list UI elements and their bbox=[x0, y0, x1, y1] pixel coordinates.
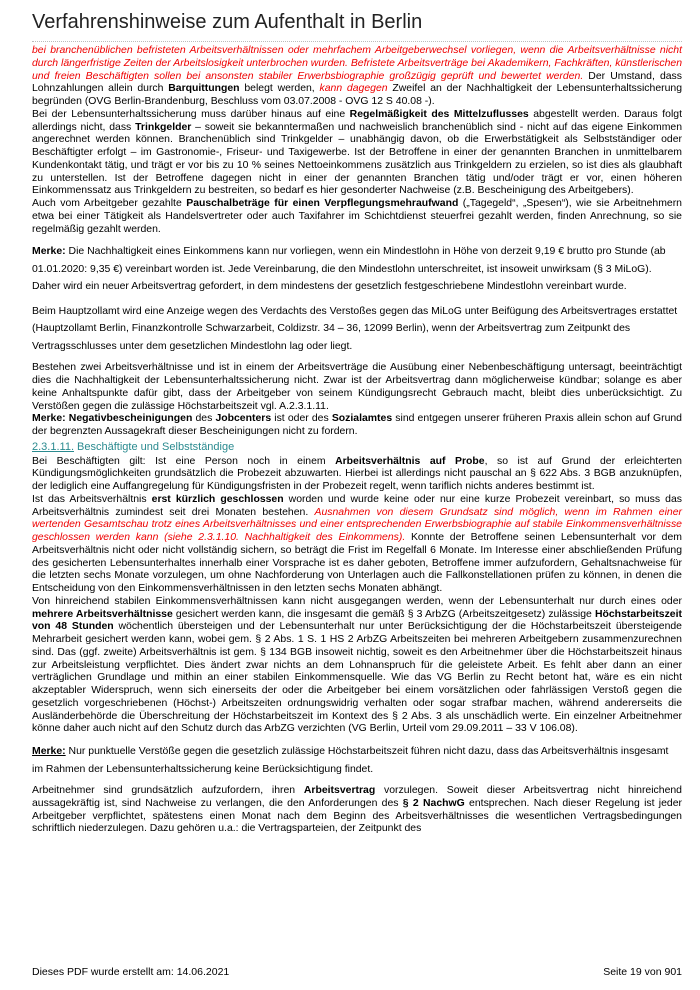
paragraph: Bestehen zwei Arbeitsverhältnisse und ist in einem der Arbeitsverträge die Ausübung einer Nebenbeschäftigung untersagt, beeinträchtigt dies die Nachhaltigkeit der Lebensunterhaltssicherung nicht. Zwar ist der Arbeitsvertrag dann möglicherweise kündbar; solange es aber keine Anhaltspunkte dafür gibt, dass der Arbeitgeber von seinem Kündigungsrecht Gebrauch macht, bleibt dies unberücksichtigt. Zu Verstößen gegen die zulässige Höchstarbeitszeit vgl. A.2.3.1.11. bbox=[32, 362, 682, 412]
text: gesichert werden kann, die insgesamt die gemäß § 3 ArbZG (Arbeitszeitgesetz) zulässige bbox=[172, 608, 595, 620]
bold-text: Höchstarbeitszeit von 48 Stunden bbox=[32, 608, 682, 633]
text: ist oder des bbox=[271, 413, 332, 425]
text: , so ist auf Grund der erleichterten Kündigungsmöglichkeiten grundsätzlich die Probezeit abzuwarten. Hierbei ist allerdings nicht pauschal an § 622 Abs. 3 BGB anzuknüpfen, der lediglich eine Auffangregelung für Kündigungsfristen in der Probezeit regelt, wenn tariflich nichts anderes bestimmt ist. bbox=[32, 455, 682, 492]
text: belegt werden, bbox=[239, 83, 320, 95]
bold-text: Arbeitsvertrag bbox=[303, 785, 376, 796]
section-number-link[interactable]: 2.3.1.11. bbox=[32, 440, 74, 453]
merke-label: Merke: bbox=[32, 413, 66, 425]
bold-text: Barquittungen bbox=[168, 83, 240, 95]
bold-text: erst kürzlich geschlossen bbox=[151, 493, 284, 505]
bold-text: mehrere Arbeitsverhältnisse bbox=[32, 608, 173, 620]
paragraph bbox=[32, 596, 682, 736]
paragraph bbox=[32, 198, 682, 236]
text: Nur punktuelle Verstöße gegen die gesetzlich zulässige Höchstarbeitszeit führen nicht dazu, dass das Arbeitsverhältnis insgesamt im Rahmen der Lebensunterhaltssicherung keine Berücksichtigung findet. bbox=[32, 746, 669, 775]
document-body bbox=[32, 45, 682, 836]
text: („Tagegeld“, „Spesen“), wie sie Arbeitnehmern etwa bei einer Tätigkeit als Handelsvertreter oder auch Taxifahrer im Schichtdienst steuerfrei gezahlt werden, finden Anrechnung, so sie regelmäßig gezahlt werden. bbox=[32, 198, 682, 235]
paragraph bbox=[32, 494, 682, 596]
text: – soweit sie bekanntermaßen und nachweislich branchenüblich sind - nicht auf das eigene Einkommen angerechnet werden können. Branchenüblich sind Trinkgelder – unabhängig davon, ob die Erwerbstätigkeit als Selbstständiger oder Beschäftigter erfolgt – im Gastronomie-, Friseur- und Taxigewerbe. Ist der Betroffene in einer der genannten Branchen in unmittelbarem Kundenkontakt tätig, und trägt er vor bis zu 10 % seines Nettoeinkommens zusätzlich aus Trinkgeldern zu erzielen, so ist dies als glaubhaft zu unterstellen. Ist der Betroffene dagegen nicht in einer der genannten Branchen tätig und/oder trägt er vor, einen höheren Einkommenssatz aus Trinkgeldern zu bestreiten, so bedarf es hier gesonderter Nachweise (z.B. Bescheinigung des Arbeitgebers). bbox=[32, 121, 682, 197]
red-text: Ausnahmen von diesem Grundsatz sind möglich, wenn im Rahmen einer wertenden Gesamtschau trotz eines Arbeitsverhältnisses und einer entsprechenden Erwerbsbiographie auf stabile Einkommensverhältnisse geschlossen werden kann (siehe 2.3.1.10. Nachhaltigkeit des Einkommens). bbox=[32, 506, 682, 543]
page-title: Verfahrenshinweise zum Aufenthalt in Berlin bbox=[32, 8, 682, 42]
bold-text: Arbeitsverhältnis auf Probe bbox=[335, 455, 485, 467]
bold-text: § 2 NachwG bbox=[402, 797, 465, 809]
merke-label: Merke: bbox=[32, 246, 66, 258]
red-text: bei branchenüblichen befristeten Arbeitsverhältnissen oder mehrfachem Arbeitgeberwechsel vorliegen, wenn die Arbeitsverhältnisse nicht durch längerfristige Zeiten der Arbeitslosigkeit unterbrochen wurden. Befristete Arbeitsverträge bei Akademikern, Fachkräften, künstlerischen und freien Beschäftigten sollen bei ansonsten stabiler Erwerbsbiographie großzügig geprüft und bewertet werden. bbox=[32, 45, 682, 82]
text: sind entgegen unserer früheren Praxis allein schon auf Grund der begrenzten Aussagekraft dieser Bescheinigungen nicht zu fordern. bbox=[32, 413, 682, 437]
text: Von hinreichend stabilen Einkommensverhältnissen kann nicht ausgegangen werden, wenn der Lebensunterhalt nur durch eines oder bbox=[32, 595, 682, 607]
text: Bei der Lebensunterhaltssicherung muss darüber hinaus auf eine bbox=[32, 108, 350, 120]
page-footer bbox=[32, 966, 682, 978]
text: vorzulegen. Soweit dieser Arbeitsvertrag nicht hinreichend aussagekräftig ist, sind Nachweise zu verlangen, die den Anforderungen des bbox=[32, 785, 682, 809]
bold-text: Jobcenters bbox=[215, 413, 272, 425]
text: des bbox=[192, 413, 216, 425]
text: Arbeitnehmer sind grundsätzlich aufzufordern, ihren bbox=[32, 785, 304, 796]
text: Konnte der Betroffene seinen Lebensunterhalt vor dem Arbeitsverhältnis nicht oder nicht vollständig sichern, so beträgt die Frist im Regelfall 6 Monate. Im Interesse einer abschließenden Prüfung des gesicherten Lebensunterhaltes innerhalb einer Vorsprache ist es daher geboten, Betroffene immer aufzufordern, Gehaltsnachweise für die letzten sechs Monate vorzulegen, um ohne Nachforderung von Unterlagen auch die Fallkonstellationen prüfen zu können, in denen die Entscheidung von den Einkommensverhältnissen in den letzten sechs Monaten abhängt. bbox=[32, 532, 682, 594]
bold-text: Trinkgelder bbox=[135, 121, 192, 133]
text: Auch vom Arbeitgeber gezahlte bbox=[32, 198, 187, 209]
bold-text: Negativbescheinigungen bbox=[68, 413, 193, 425]
bold-text: Regelmäßigkeit des Mittelzuflusses bbox=[349, 108, 529, 120]
paragraph: Beim Hauptzollamt wird eine Anzeige wegen des Verdachts des Verstoßes gegen das MiLoG unter Beifügung des Arbeitsvertrages erstattet (Hauptzollamt Berlin, Finanzkontrolle Schwarzarbeit, Coldizstr. 34 – 36, 12099 Berlin), wenn der Arbeitsvertrag zum Zeitpunkt des Vertragsschlusses unter dem gesetzlichen Mindestlohn lag oder liegt. bbox=[32, 305, 678, 352]
text: abgestellt werden. Daraus folgt allerdings nicht, dass bbox=[32, 108, 682, 133]
merke-note bbox=[32, 243, 682, 296]
text: Zweifel an der Nachhaltigkeit der Lebensunterhaltssicherung begründen (OVG Berlin-Brandenburg, Beschluss vom 03.07.2008 - OVG 12 S 40.08 -). bbox=[32, 83, 683, 107]
red-text: kann dagegen bbox=[319, 83, 388, 95]
text: worden und wurde keine oder nur eine kurze Probezeit vereinbart, so muss das Arbeitsverhältnis zumindest seit drei Monaten bestehen. bbox=[32, 493, 682, 518]
text: Der Umstand, dass Lohnzahlungen allein durch bbox=[32, 70, 682, 95]
paragraph bbox=[32, 456, 682, 494]
merke-label: Merke: bbox=[32, 746, 66, 757]
merke-note bbox=[32, 743, 682, 778]
paragraph bbox=[32, 109, 682, 198]
text: entsprechen. Nach dieser Regelung ist jeder Arbeitgeber verpflichtet, spätestens einen Monat nach dem Beginn des Arbeitsverhältnisses die wesentlichen Vertragsbedingungen schriftlich niederzulegen. Dazu gehören u.a.: die Vertragsparteien, der Zeitpunkt des bbox=[32, 797, 683, 835]
bold-text: Sozialamtes bbox=[331, 413, 393, 425]
section-heading bbox=[32, 441, 682, 454]
bold-text: Pauschalbeträge für einen Verpflegungsmehraufwand bbox=[186, 198, 459, 209]
merke-note bbox=[32, 413, 682, 439]
text: Ist das Arbeitsverhältnis bbox=[32, 493, 152, 505]
text: wöchentlich übersteigen und der Lebensunterhalt nur unter Berücksichtigung der die Höchstarbeitszeit übersteigende Mehrarbeit gesichert werden kann, wobei gem. § 2 Abs. 1 S. 1 HS 2 ArbZG Arbeitszeiten bei mehreren Arbeitgebern zusammenzurechnen sind. Das (ggf. zweite) Arbeitsverhältnis ist gem. § 134 BGB insoweit nichtig, soweit es den Arbeitnehmer über die Höchstarbeitszeit hinaus zur Arbeitsleistung verpflichtet. Dies ändert zwar nichts an dem Lohnanspruch für die geleistete Arbeit. Es fehlt aber dann an einer verträglichen Grundlage und mithin an einer stabilen Einkommensquelle. Wie das VG Berlin zu Recht betont hat, wäre es ein nicht akzeptabler Widerspruch, wenn sich einerseits der oder die Arbeitgeber bei einem vorsätzlichen oder fahrlässigen Verstoß gegen die gesetzlich vorgeschriebenen (Höchst-) Arbeitszeiten ordnungswidrig verhalten oder sogar strafbar machen, während andererseits die Ausländerbehörde die Überschreitung der Höchstarbeitszeit im Kontext des § 2 Abs. 3 als unschädlich werte. Ein einzelner Arbeitnehmer könne daher auch nicht auf den Schutz durch das ArbZG verzichten (VG Berlin, Urteil vom 29.09.2011 – 33 V 106.08). bbox=[32, 621, 682, 735]
page-number: Seite 19 von 901 bbox=[603, 966, 682, 978]
paragraph bbox=[32, 45, 682, 109]
creation-date: Dieses PDF wurde erstellt am: 14.06.2021 bbox=[32, 966, 230, 978]
text: Bei Beschäftigten gilt: Ist eine Person noch in einem bbox=[32, 455, 336, 467]
section-title: Beschäftigte und Selbstständige bbox=[74, 440, 235, 453]
text: Die Nachhaltigkeit eines Einkommens kann nur vorliegen, wenn ein Mindestlohn in Höhe von derzeit 9,19 € brutto pro Stunde (ab 01.01.2020: 9,35 €) vereinbart worden ist. Jede Vereinbarung, die den Mindestlohn unterschreitet, ist insoweit unwirksam (§ 3 MiLoG). Daher wird ein neuer Arbeitsvertrag gefordert, in dem mindestens der gesetzlich festgeschriebene Mindestlohn vereinbart wurde. bbox=[32, 246, 666, 293]
paragraph bbox=[32, 785, 682, 836]
